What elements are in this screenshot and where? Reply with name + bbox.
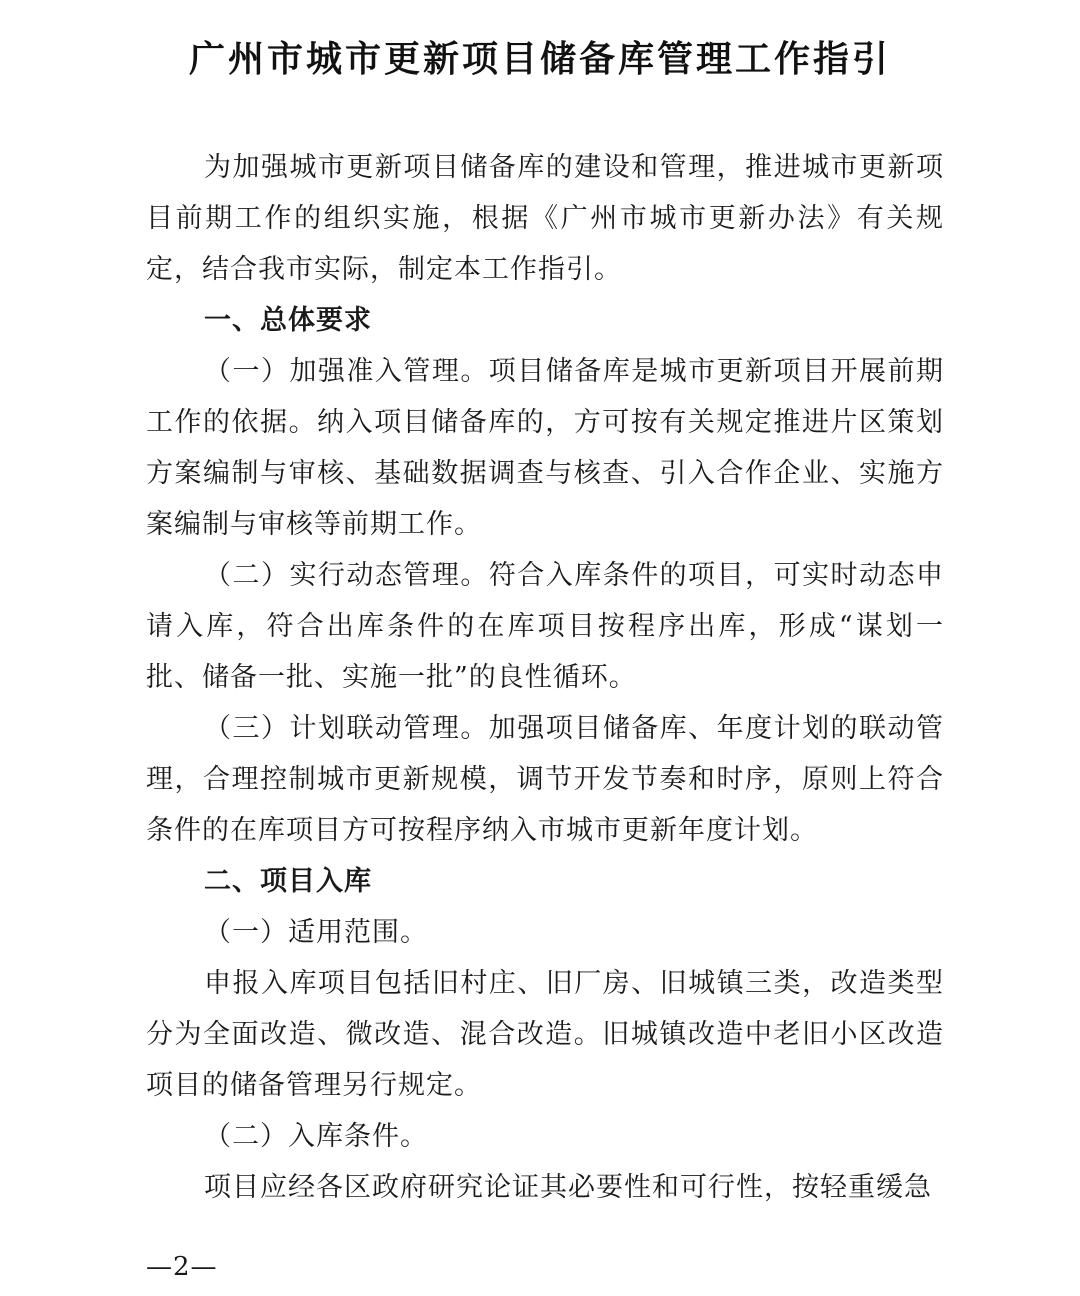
document-title: 广州市城市更新项目储备库管理工作指引 (188, 39, 891, 80)
page-number: —2— (146, 1252, 218, 1282)
document-body (146, 142, 944, 1213)
subheading-entry-conditions: （二）入库条件。 (204, 1121, 428, 1152)
subheading-scope: （一）适用范围。 (204, 917, 428, 948)
paragraph-plan-linkage: （三）计划联动管理。加强项目储备库、年度计划的联动管理，合理控制城市更新规模，调节开发节奏和时序，原则上符合条件的在库项目方可按程序纳入市城市更新年度计划。 (146, 713, 944, 846)
paragraph-access-management: （一）加强准入管理。项目储备库是城市更新项目开展前期工作的依据。纳入项目储备库的，方可按有关规定推进片区策划方案编制与审核、基础数据调查与核查、引入合作企业、实施方案编制与审核等前期工作。 (146, 356, 944, 540)
section-heading-project-entry: 二、项目入库 (204, 866, 372, 897)
intro-paragraph: 为加强城市更新项目储备库的建设和管理，推进城市更新项目前期工作的组织实施，根据《广州市城市更新办法》有关规定，结合我市实际，制定本工作指引。 (146, 152, 944, 285)
paragraph-entry-conditions: 项目应经各区政府研究论证其必要性和可行性，按轻重缓急 (204, 1172, 932, 1203)
paragraph-scope: 申报入库项目包括旧村庄、旧厂房、旧城镇三类，改造类型分为全面改造、微改造、混合改造。旧城镇改造中老旧小区改造项目的储备管理另行规定。 (146, 968, 944, 1101)
paragraph-dynamic-management: （二）实行动态管理。符合入库条件的项目，可实时动态申请入库，符合出库条件的在库项目按程序出库，形成“谋划一批、储备一批、实施一批”的良性循环。 (146, 560, 944, 693)
section-heading-general-requirements: 一、总体要求 (204, 305, 372, 336)
